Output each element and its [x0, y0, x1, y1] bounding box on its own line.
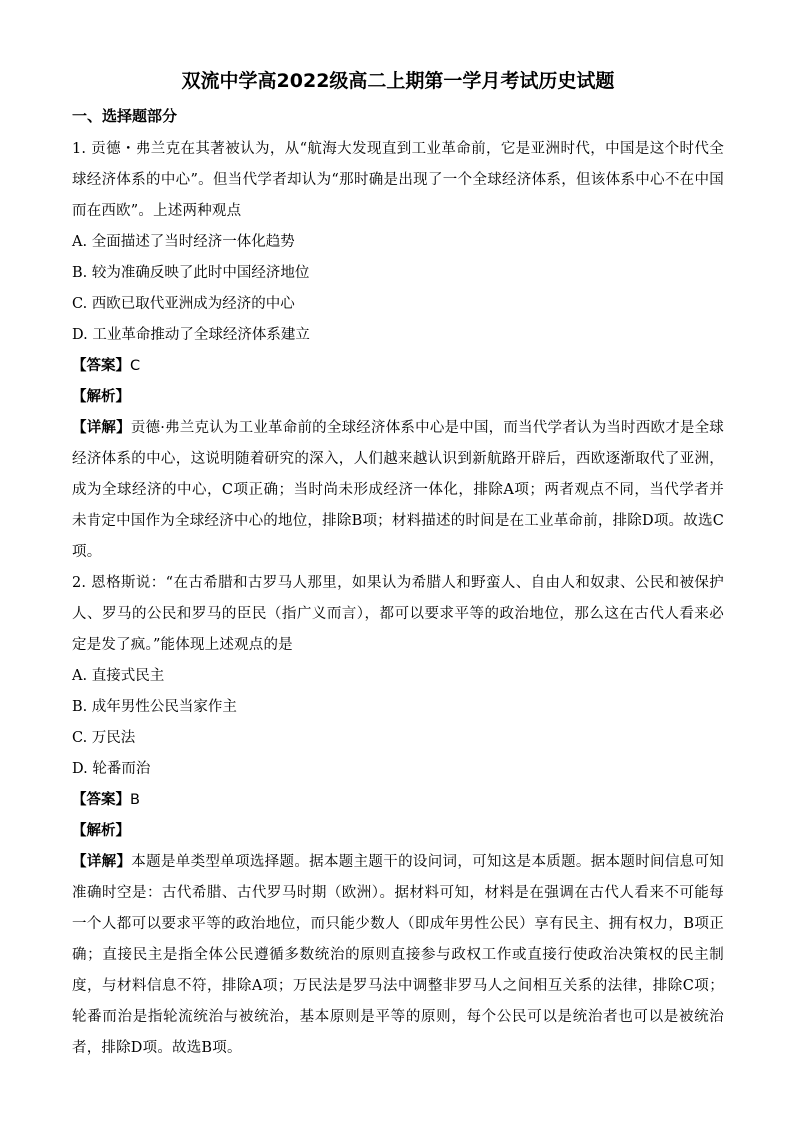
section-heading: 一、选择题部分	[72, 107, 178, 125]
answer-value: C	[130, 358, 141, 374]
question-stem: 1. 贡德・弗兰克在其著被认为，从“航海大发现直到工业革命前，它是亚洲时代，中国是这个时代全球经济体系的中心”。但当代学者却认为“那时确是出现了一个全球经济体系，但该体系中心不在中国而在西欧”。上述两种观点	[72, 141, 724, 219]
detail-paragraph	[72, 847, 724, 1064]
question-stem: 2. 恩格斯说：“在古希腊和古罗马人那里，如果认为希腊人和野蛮人、自由人和奴隶、公民和被保护人、罗马的公民和罗马的臣民（指广义而言），都可以要求平等的政治地位，那么这在古代人看来必定是发了疯。”能体现上述观点的是	[72, 575, 724, 653]
analysis-label: 【解析】	[72, 389, 130, 405]
option-d: D. 轮番而治	[72, 761, 151, 777]
answer-value: B	[130, 792, 140, 808]
answer-line	[72, 351, 724, 382]
option-b: B. 成年男性公民当家作主	[72, 699, 237, 715]
analysis-label: 【解析】	[72, 823, 130, 839]
detail-label: 【详解】	[72, 854, 132, 870]
detail-label: 【详解】	[72, 420, 131, 436]
option-b: B. 较为准确反映了此时中国经济地位	[72, 265, 310, 281]
detail-paragraph	[72, 413, 724, 568]
detail-text: 本题是单类型单项选择题。据本题主题干的设问词，可知这是本质题。据本题时间信息可知准确时空是：古代希腊、古代罗马时期（欧洲）。据材料可知，材料是在强调在古代人看来不可能每一个人都可以要求平等的政治地位，而只能少数人（即成年男性公民）享有民主、拥有权力，B项正确；直接民主是指全体公民遵循多数统治的原则直接参与政权工作或直接行使政治决策权的民主制度，与材料信息不符，排除A项；万民法是罗马法中调整非罗马人之间相互关系的法律，排除C项；轮番而治是指轮流统治与被统治，基本原则是平等的原则，每个公民可以是统治者也可以是被统治者，排除D项。故选B项。	[72, 854, 724, 1056]
option-c: C. 万民法	[72, 730, 136, 746]
answer-line	[72, 785, 724, 816]
option-a: A. 直接式民主	[72, 668, 165, 684]
document-title: 双流中学高2022级高二上期第一学月考试历史试题	[181, 70, 615, 92]
option-a: A. 全面描述了当时经济一体化趋势	[72, 234, 295, 250]
answer-label: 【答案】	[72, 792, 130, 808]
option-d: D. 工业革命推动了全球经济体系建立	[72, 327, 310, 343]
exam-page	[72, 66, 724, 1064]
question-1	[72, 134, 724, 568]
option-c: C. 西欧已取代亚洲成为经济的中心	[72, 296, 295, 312]
question-2	[72, 568, 724, 1064]
detail-text: 贡德·弗兰克认为工业革命前的全球经济体系中心是中国，而当代学者认为当时西欧才是全球经济体系的中心，这说明随着研究的深入，人们越来越认识到新航路开辟后，西欧逐渐取代了亚洲，成为全球经济的中心，C项正确；当时尚未形成经济一体化，排除A项；两者观点不同，当代学者并未肯定中国作为全球经济中心的地位，排除B项；材料描述的时间是在工业革命前，排除D项。故选C项。	[72, 420, 724, 560]
answer-label: 【答案】	[72, 358, 130, 374]
